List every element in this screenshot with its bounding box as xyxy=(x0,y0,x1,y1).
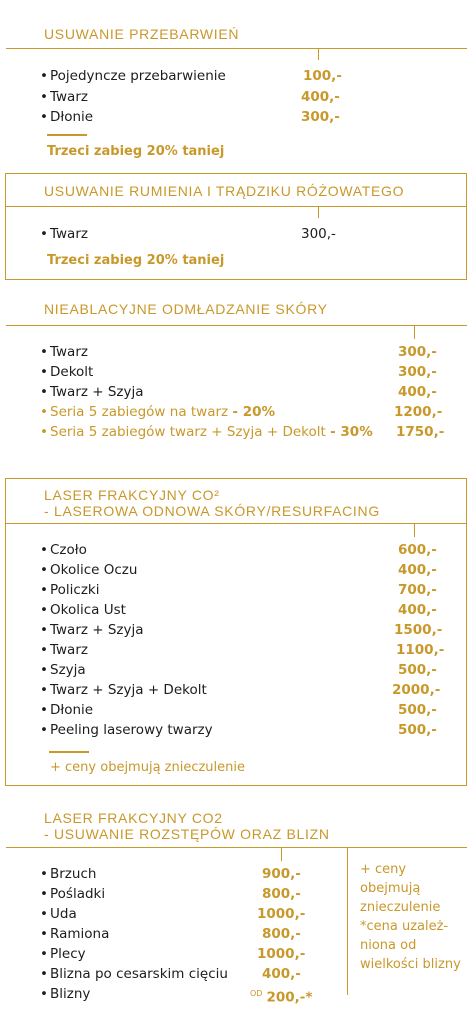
list-item: • Dekolt xyxy=(40,364,94,380)
list-item: • Twarz + Szyja xyxy=(40,384,144,400)
section-title-laser-rozstepy: LASER FRAKCYJNY CO2 xyxy=(44,810,223,826)
price: 1750,- xyxy=(396,424,445,440)
list-item: • Dłonie xyxy=(40,702,94,718)
divider xyxy=(414,523,415,537)
section-title-przebarwienia: USUWANIE PRZEBARWIEŃ xyxy=(44,26,240,42)
list-item: • Policzki xyxy=(40,582,100,598)
list-item: • Seria 5 zabiegów twarz + Szyja + Dekolt - 30% xyxy=(40,424,373,440)
section-title-laser-resurfacing: LASER FRAKCYJNY CO² xyxy=(44,487,220,503)
list-item: • Brzuch xyxy=(40,866,97,882)
price: 800,- xyxy=(262,886,301,902)
list-item: • Peeling laserowy twarzy xyxy=(40,722,213,738)
section-title-rumien: USUWANIE RUMIENIA I TRĄDZIKU RÓŻOWATEGO xyxy=(44,183,405,199)
price: 1000,- xyxy=(257,946,306,962)
price: 500,- xyxy=(398,662,437,678)
list-item: • Seria 5 zabiegów na twarz - 20% xyxy=(40,404,276,420)
divider xyxy=(47,134,87,136)
divider xyxy=(6,523,466,524)
divider xyxy=(49,751,89,753)
price: 600,- xyxy=(398,542,437,558)
divider xyxy=(414,325,415,339)
price: 400,- xyxy=(301,89,340,105)
divider xyxy=(347,847,348,995)
price: 400,- xyxy=(398,562,437,578)
price: 900,- xyxy=(262,866,301,882)
list-item: • Okolica Ust xyxy=(40,602,126,618)
promo-note: Trzeci zabieg 20% taniej xyxy=(47,144,225,159)
price: 700,- xyxy=(398,582,437,598)
list-item: • Twarz + Szyja + Dekolt xyxy=(40,682,207,698)
price: 500,- xyxy=(398,702,437,718)
price: 300,- xyxy=(398,344,437,360)
price: 2000,- xyxy=(392,682,441,698)
list-item: • Twarz + Szyja xyxy=(40,622,144,638)
divider xyxy=(6,48,467,49)
price: 400,- xyxy=(398,384,437,400)
list-item: • Plecy xyxy=(40,946,86,962)
list-item: • Ramiona xyxy=(40,926,110,942)
divider xyxy=(6,206,466,207)
price: 300,- xyxy=(398,364,437,380)
price: $^{OD}$ 200,-* xyxy=(250,989,313,1006)
list-item: • Czoło xyxy=(40,542,87,558)
list-item: • Blizna po cesarskim cięciu xyxy=(40,966,228,982)
list-item: • Twarz xyxy=(40,344,88,360)
list-item: • Twarz xyxy=(40,642,88,658)
divider xyxy=(6,847,467,848)
list-item: • Szyja xyxy=(40,662,86,678)
list-item: • Dłonie xyxy=(40,109,94,125)
divider xyxy=(318,206,319,218)
section-title-odmladzanie: NIEABLACYJNE ODMŁADZANIE SKÓRY xyxy=(44,301,328,317)
price: 500,- xyxy=(398,722,437,738)
anesthesia-note: + ceny obejmują znieczulenie xyxy=(50,760,246,775)
section-subtitle-laser-resurfacing: - LASEROWA ODNOWA SKÓRY/RESURFACING xyxy=(44,503,380,519)
price: 300,- xyxy=(301,109,340,125)
divider xyxy=(281,847,282,861)
price: 800,- xyxy=(262,926,301,942)
price: 1200,- xyxy=(394,404,443,420)
list-item: • Twarz xyxy=(40,89,88,105)
price: 1000,- xyxy=(257,906,306,922)
price: 100,- xyxy=(303,68,342,84)
price: 1100,- xyxy=(396,642,445,658)
promo-note: Trzeci zabieg 20% taniej xyxy=(47,253,225,268)
price: 400,- xyxy=(398,602,437,618)
divider xyxy=(6,325,467,326)
list-item: • Twarz xyxy=(40,226,88,242)
list-item: • Blizny xyxy=(40,986,91,1002)
price: 1500,- xyxy=(394,622,443,638)
side-note: + ceny obejmują znieczulenie *cena uzależ- niona od wielkości blizny xyxy=(360,862,461,972)
list-item: • Pojedyncze przebarwienie xyxy=(40,68,226,84)
list-item: • Uda xyxy=(40,906,77,922)
price: 300,- xyxy=(301,226,336,242)
list-item: • Pośladki xyxy=(40,886,106,902)
od-prefix: OD xyxy=(250,989,263,998)
section-subtitle-laser-rozstepy: - USUWANIE ROZSTĘPÓW ORAZ BLIZN xyxy=(44,826,330,842)
divider xyxy=(318,48,319,60)
list-item: • Okolice Oczu xyxy=(40,562,138,578)
price: 400,- xyxy=(262,966,301,982)
